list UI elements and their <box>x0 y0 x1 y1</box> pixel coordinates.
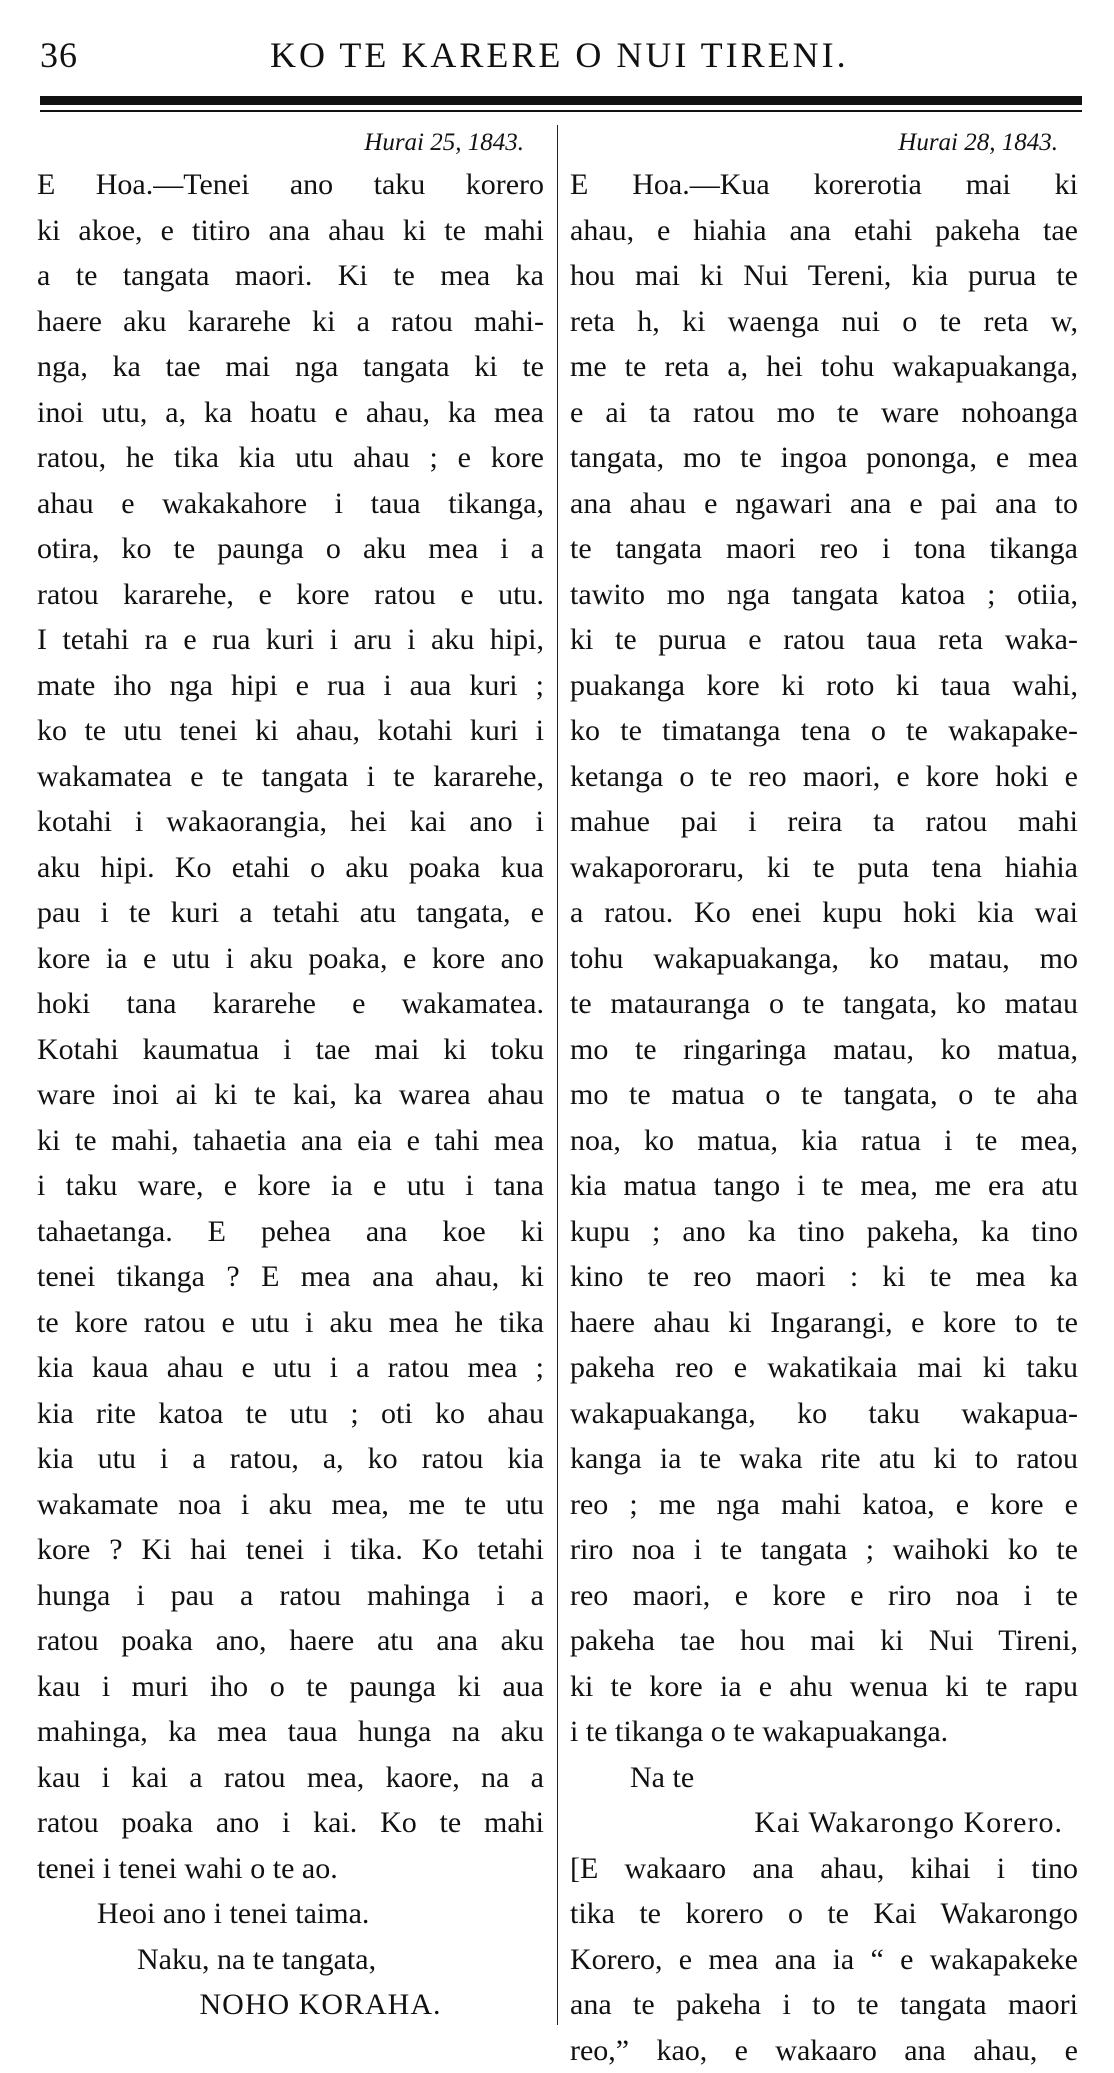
column-divider <box>557 125 558 2025</box>
text-line: wakapuakanga, ko taku wakapua- <box>570 1391 1078 1437</box>
text-line: tika te korero o te Kai Wakarongo <box>570 1891 1078 1937</box>
text-line: tohu wakapuakanga, ko matau, mo <box>570 936 1078 982</box>
text-line: pakeha reo e wakatikaia mai ki taku <box>570 1345 1078 1391</box>
text-line: reo ; me nga mahi katoa, e kore e <box>570 1482 1078 1528</box>
text-line: pau i te kuri a tetahi atu tangata, e <box>37 890 544 936</box>
text-line: aku hipi. Ko etahi o aku poaka kua <box>37 845 544 891</box>
text-line: mahue pai i reira ta ratou mahi <box>570 799 1078 845</box>
text-line: ki akoe, e titiro ana ahau ki te mahi <box>37 208 544 254</box>
text-line: kia kaua ahau e utu i a ratou mea ; <box>37 1345 544 1391</box>
text-line: kau i muri iho o te paunga ki aua <box>37 1664 544 1710</box>
text-line: hoki tana kararehe e wakamatea. <box>37 981 544 1027</box>
text-line: ware inoi ai ki te kai, ka warea ahau <box>37 1072 544 1118</box>
text-line: Kotahi kaumatua i tae mai ki toku <box>37 1027 544 1073</box>
text-line: ana ahau e ngawari ana e pai ana to <box>570 481 1078 527</box>
text-line: [E wakaaro ana ahau, kihai i tino <box>570 1846 1078 1892</box>
text-line: haere aku kararehe ki a ratou mahi- <box>37 299 544 345</box>
text-line: E Hoa.—Kua korerotia mai ki <box>570 162 1078 208</box>
text-line: mo te ringaringa matau, ko matua, <box>570 1027 1078 1073</box>
text-line: haere ahau ki Ingarangi, e kore to te <box>570 1300 1078 1346</box>
text-line: kore ? Ki hai tenei i tika. Ko tetahi <box>37 1527 544 1573</box>
text-line: E Hoa.—Tenei ano taku korero <box>37 162 544 208</box>
text-line: kino te reo maori : ki te mea ka <box>570 1254 1078 1300</box>
text-line: ana te pakeha i to te tangata maori <box>570 1982 1078 2028</box>
text-line: ki te mahi, tahaetia ana eia e tahi mea <box>37 1118 544 1164</box>
text-line: mate iho nga hipi e rua i aua kuri ; <box>37 663 544 709</box>
left-letter-body <box>37 162 544 1891</box>
left-signoff: Naku, na te tangata, <box>37 1937 544 1983</box>
text-line: mahinga, ka mea taua hunga na aku <box>37 1709 544 1755</box>
text-line: ratou, he tika kia utu ahau ; e kore <box>37 435 544 481</box>
text-line: ko te timatanga tena o te wakapake- <box>570 708 1078 754</box>
text-line: mo te matua o te tangata, o te aha <box>570 1072 1078 1118</box>
page-number: 36 <box>40 34 78 76</box>
text-line: ratou poaka ano i kai. Ko te mahi <box>37 1800 544 1846</box>
text-line: kupu ; ano ka tino pakeha, ka tino <box>570 1209 1078 1255</box>
left-closing: Heoi ano i tenei taima. <box>37 1891 544 1937</box>
text-line: ratou poaka ano, haere atu ana aku <box>37 1618 544 1664</box>
text-line: te matauranga o te tangata, ko matau <box>570 981 1078 1027</box>
left-dateline: Hurai 25, 1843. <box>37 124 544 162</box>
header-rule-thick <box>40 96 1082 105</box>
text-line: pakeha tae hou mai ki Nui Tireni, <box>570 1618 1078 1664</box>
text-line: kore ia e utu i aku poaka, e kore ano <box>37 936 544 982</box>
text-line: tahaetanga. E pehea ana koe ki <box>37 1209 544 1255</box>
right-dateline: Hurai 28, 1843. <box>570 124 1078 162</box>
text-line: ahau, e hiahia ana etahi pakeha tae <box>570 208 1078 254</box>
running-head: KO TE KARERE O NUI TIRENI. <box>270 34 849 76</box>
text-line: te kore ratou e utu i aku mea he tika <box>37 1300 544 1346</box>
text-line: ki te kore ia e ahu wenua ki te rapu <box>570 1664 1078 1710</box>
text-line: i taku ware, e kore ia e utu i tana <box>37 1163 544 1209</box>
text-line: e ai ta ratou mo te ware nohoanga <box>570 390 1078 436</box>
text-line: reo,” kao, e wakaaro ana ahau, e <box>570 2028 1078 2073</box>
text-line: a te tangata maori. Ki te mea ka <box>37 253 544 299</box>
text-line: kia utu i a ratou, a, ko ratou kia <box>37 1436 544 1482</box>
text-line: noa, ko matua, kia ratua i te mea, <box>570 1118 1078 1164</box>
text-line: kau i kai a ratou mea, kaore, na a <box>37 1755 544 1801</box>
text-line: tangata, mo te ingoa pononga, e mea <box>570 435 1078 481</box>
left-signature: NOHO KORAHA. <box>37 1982 544 2028</box>
text-line: ko te utu tenei ki ahau, kotahi kuri i <box>37 708 544 754</box>
text-line: I tetahi ra e rua kuri i aru i aku hipi, <box>37 617 544 663</box>
text-line: Korero, e mea ana ia “ e wakapakeke <box>570 1937 1078 1983</box>
text-line: inoi utu, a, ka hoatu e ahau, ka mea <box>37 390 544 436</box>
text-line: kia matua tango i te mea, me era atu <box>570 1163 1078 1209</box>
right-signoff: Na te <box>570 1755 1078 1801</box>
text-line: hou mai ki Nui Tereni, kia purua te <box>570 253 1078 299</box>
text-line: puakanga kore ki roto ki taua wahi, <box>570 663 1078 709</box>
text-line: otira, ko te paunga o aku mea i a <box>37 526 544 572</box>
text-line: te tangata maori reo i tona tikanga <box>570 526 1078 572</box>
text-line: a ratou. Ko enei kupu hoki kia wai <box>570 890 1078 936</box>
right-column-letter <box>570 124 1078 2073</box>
text-line: riro noa i te tangata ; waihoki ko te <box>570 1527 1078 1573</box>
text-line: ratou kararehe, e kore ratou e utu. <box>37 572 544 618</box>
text-line: wakapororaru, ki te puta tena hiahia <box>570 845 1078 891</box>
text-line: kia rite katoa te utu ; oti ko ahau <box>37 1391 544 1437</box>
editor-note <box>570 1846 1078 2073</box>
header-rule-thin <box>40 110 1082 112</box>
text-line: wakamatea e te tangata i te kararehe, <box>37 754 544 800</box>
text-line: ahau e wakakahore i taua tikanga, <box>37 481 544 527</box>
text-line: nga, ka tae mai nga tangata ki te <box>37 344 544 390</box>
text-line: wakamate noa i aku mea, me te utu <box>37 1482 544 1528</box>
text-line: reo maori, e kore e riro noa i te <box>570 1573 1078 1619</box>
text-line: kanga ia te waka rite atu ki to ratou <box>570 1436 1078 1482</box>
text-line: i te tikanga o te wakapuakanga. <box>570 1709 1078 1755</box>
text-line: tawito mo nga tangata katoa ; otiia, <box>570 572 1078 618</box>
text-line: ketanga o te reo maori, e kore hoki e <box>570 754 1078 800</box>
right-signature: Kai Wakarongo Korero. <box>570 1800 1078 1846</box>
text-line: reta h, ki waenga nui o te reta w, <box>570 299 1078 345</box>
text-line: tenei i tenei wahi o te ao. <box>37 1846 544 1892</box>
text-line: hunga i pau a ratou mahinga i a <box>37 1573 544 1619</box>
text-line: ki te purua e ratou taua reta waka- <box>570 617 1078 663</box>
text-line: me te reta a, hei tohu wakapuakanga, <box>570 344 1078 390</box>
text-line: kotahi i wakaorangia, hei kai ano i <box>37 799 544 845</box>
right-letter-body <box>570 162 1078 1755</box>
text-line: tenei tikanga ? E mea ana ahau, ki <box>37 1254 544 1300</box>
left-column-letter <box>37 124 544 2028</box>
